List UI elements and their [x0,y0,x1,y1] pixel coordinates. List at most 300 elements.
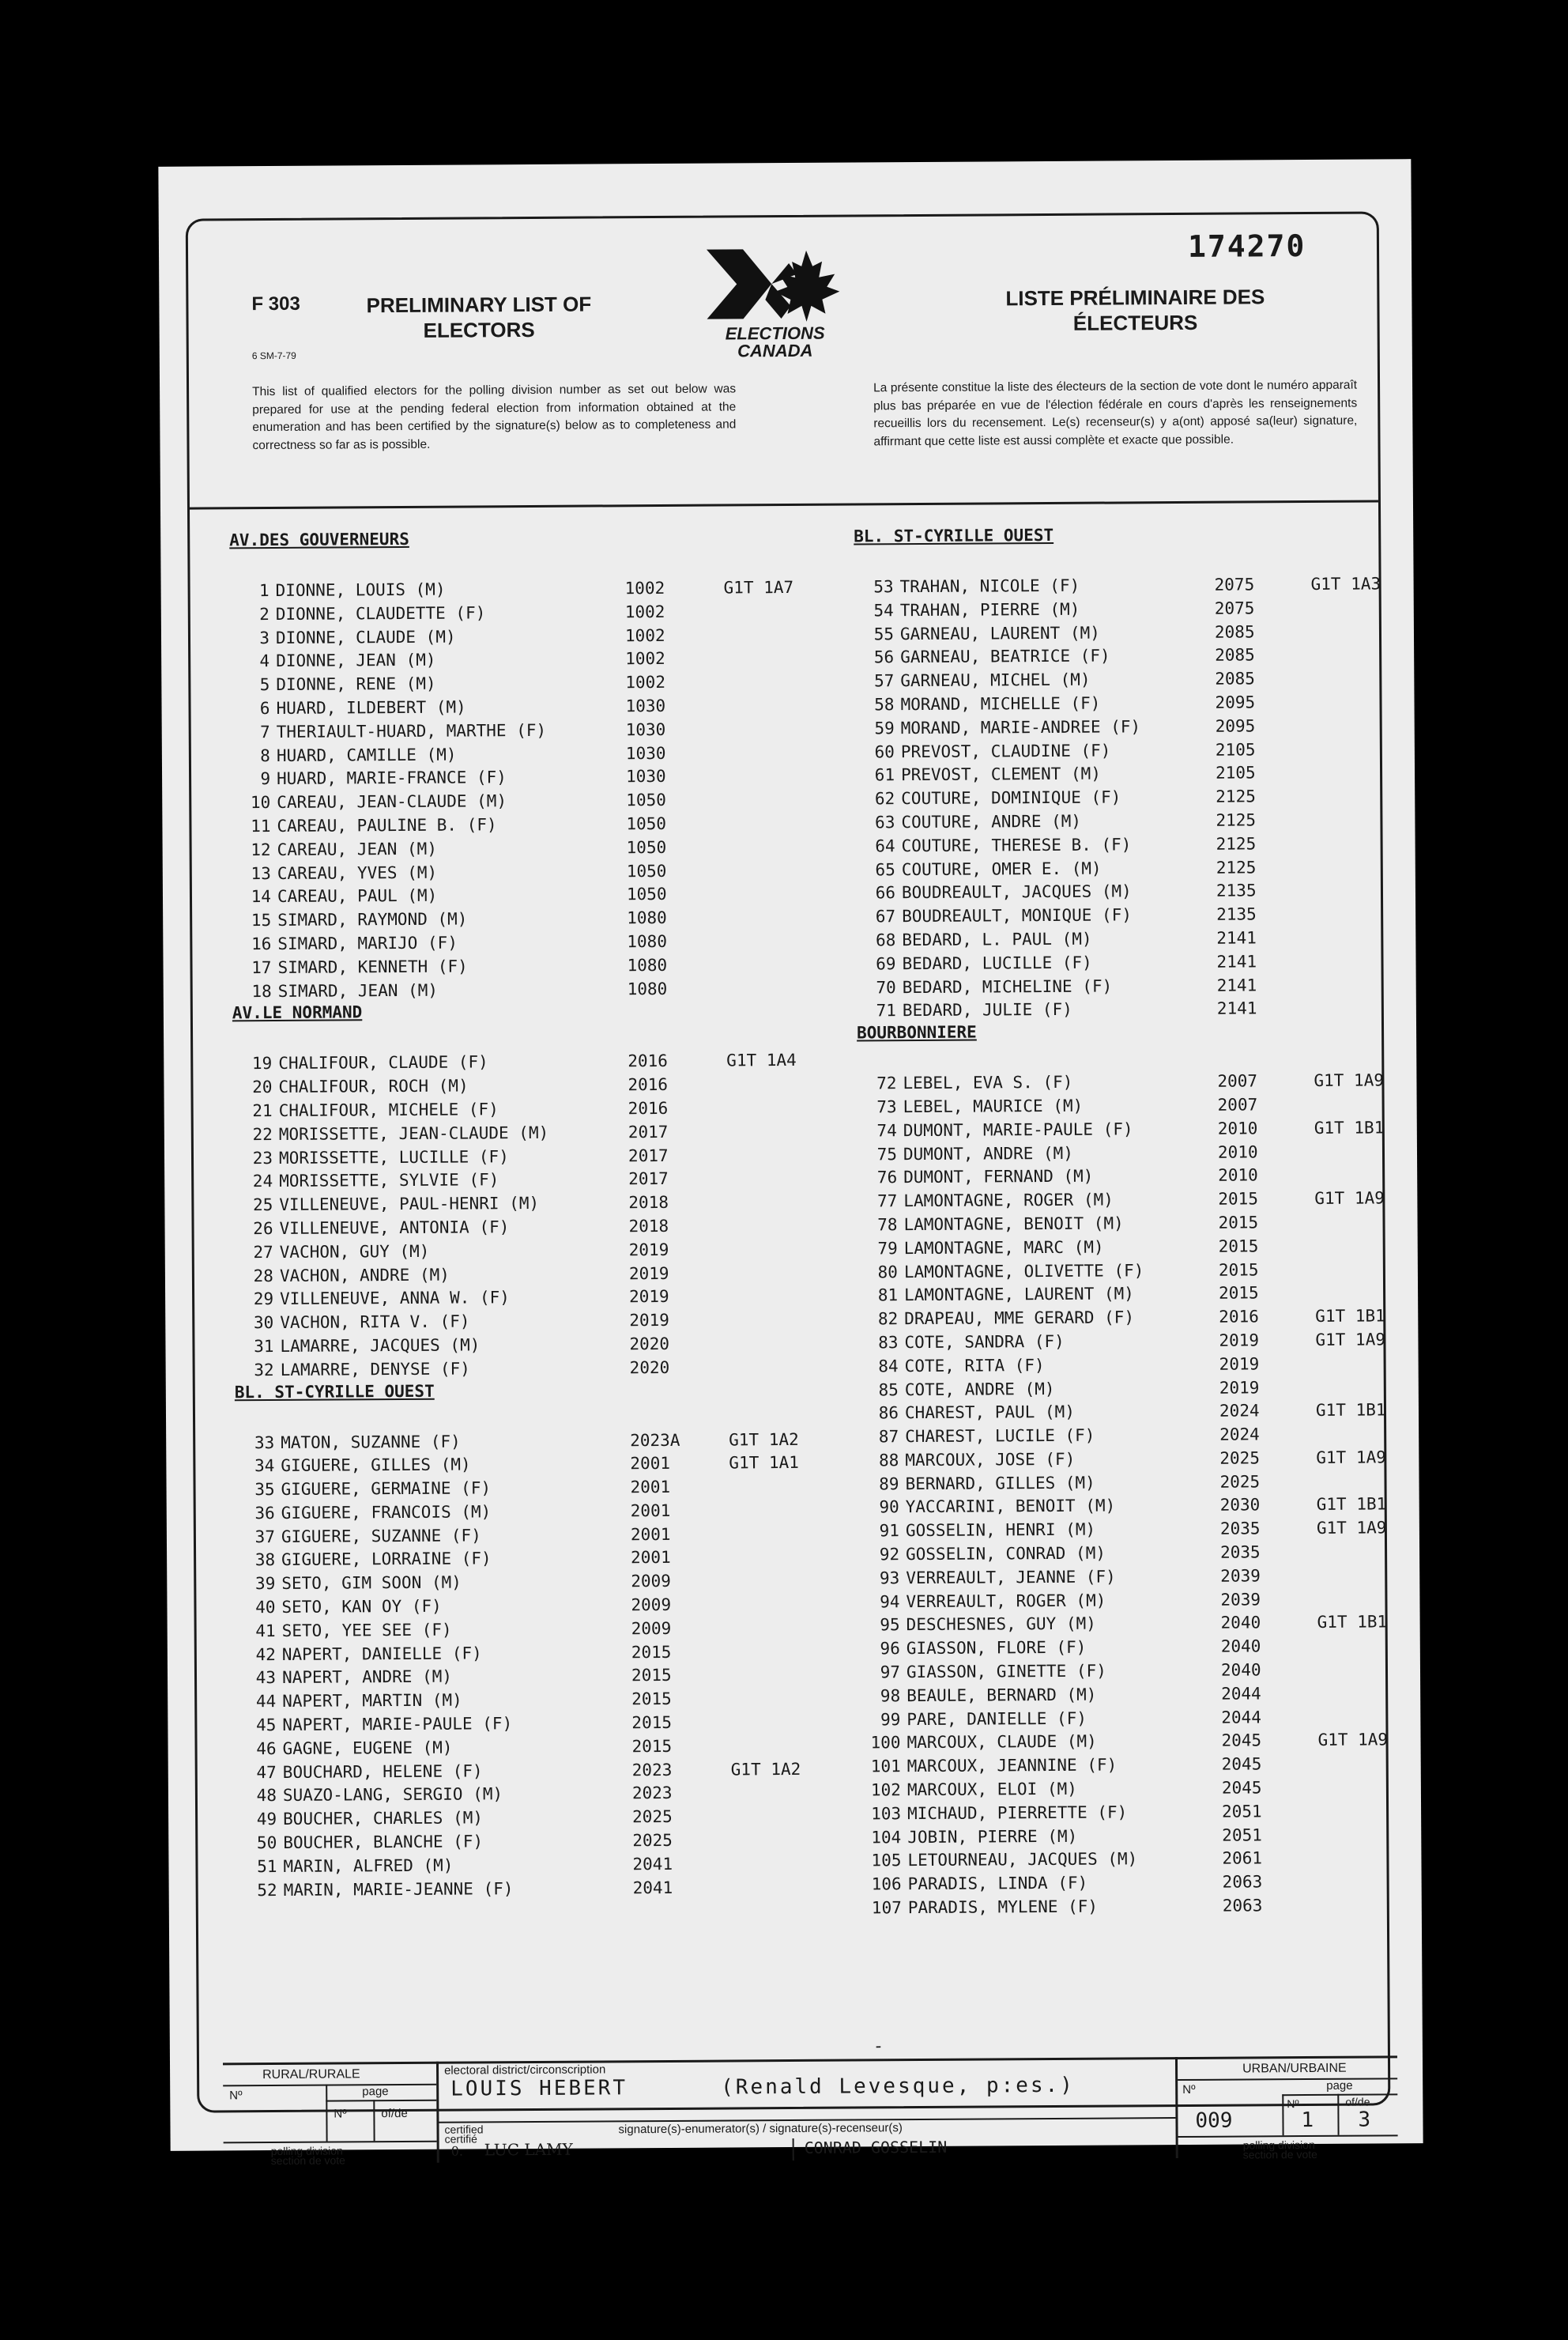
elector-name: LAMONTAGNE, OLIVETTE (F) [903,1260,1144,1281]
street-heading: AV.LE NORMAND [232,1002,363,1023]
elector-number: 38 [254,1550,276,1570]
elector-name: PARADIS, MYLENE (F) [907,1897,1099,1918]
elector-row [236,1687,805,1714]
elector-row [857,997,1410,1024]
civic-number: 2015 [631,1712,673,1733]
elector-number: 76 [876,1168,898,1187]
elector-row [855,714,1408,741]
civic-number: 2030 [1219,1495,1261,1515]
elector-number: 33 [254,1432,275,1452]
elector-number: 97 [880,1663,901,1682]
civic-number: 2040 [1220,1660,1261,1680]
elector-name: LAMONTAGNE, LAURENT (M) [904,1284,1134,1305]
elector-row [238,1876,807,1903]
civic-number: 2001 [630,1524,671,1544]
elector-number: 46 [256,1738,277,1759]
civic-number: 2020 [629,1334,670,1354]
elector-name: BOUCHER, CHARLES (M) [283,1808,484,1829]
postal-code: G1T 1A9 [1316,1447,1386,1467]
elector-name: NAPERT, MARTIN (M) [282,1690,462,1712]
elector-row [231,812,800,839]
elector-number: 19 [251,1054,273,1074]
elector-number: 39 [254,1574,276,1594]
elector-name: CHAREST, LUCILE (F) [905,1425,1095,1447]
elector-name: MARIN, ALFRED (M) [283,1855,454,1876]
civic-number: 1002 [624,602,665,622]
urban-section-de-vote-label: section de vote [1242,2147,1317,2161]
elector-row [237,1758,806,1785]
civic-number: 2045 [1221,1730,1262,1751]
elector-number: 6 [259,698,270,719]
elector-row [860,1516,1413,1543]
elector-row [231,788,800,815]
elector-name: GIGUERE, LORRAINE (F) [281,1549,492,1570]
civic-number: 2009 [631,1595,672,1615]
elector-row [858,1234,1412,1261]
elector-row [855,808,1408,835]
elector-row [860,1493,1413,1520]
elector-row [230,670,799,697]
elector-row [234,1285,803,1312]
elector-number: 25 [253,1195,273,1215]
signature-enumerator-2: CONRAD GOSSELIN [804,2137,948,2157]
logo-text-canada: CANADA [737,340,813,361]
elector-number: 49 [256,1810,277,1829]
elector-number: 17 [251,957,272,977]
elector-number: 75 [876,1144,898,1164]
elector-name: COUTURE, OMER E. (M) [901,859,1102,879]
elector-name: HUARD, CAMILLE (M) [276,745,457,765]
elector-row [854,690,1408,717]
elector-name: MATON, SUZANNE (F) [281,1432,461,1452]
elector-name: COTE, SANDRA (F) [904,1331,1065,1353]
elector-row [233,1191,802,1217]
elector-name: DUMONT, FERNAND (M) [903,1166,1094,1187]
elector-name: VILLENEUVE, ANNA W. (F) [280,1288,510,1309]
elector-number: 52 [257,1880,277,1900]
civic-number: 2015 [1218,1213,1259,1232]
elector-row [236,1617,805,1644]
elector-name: GIGUERE, FRANCOIS (M) [281,1502,492,1523]
elector-name: MICHAUD, PIERRETTE (F) [907,1802,1128,1823]
civic-number: 2016 [628,1051,668,1071]
elector-row [856,949,1409,976]
elector-row [858,1281,1412,1308]
elector-number: 4 [259,651,270,671]
civic-number: 2141 [1216,975,1257,995]
elector-row [861,1611,1414,1638]
elector-name: BERNARD, GILLES (M) [905,1473,1095,1493]
elector-name: BEAULE, BERNARD (M) [906,1685,1097,1705]
civic-number: 2001 [631,1548,671,1568]
elector-name: BEDARD, LUCILLE (F) [902,953,1092,973]
elector-number: 12 [251,840,271,859]
postal-code: G1T 1A3 [1310,574,1381,594]
civic-number: 2015 [631,1736,673,1757]
urban-label: URBAN/URBAINE [1242,2061,1347,2076]
elector-row [861,1752,1415,1779]
elector-name: MARCOUX, JEANNINE (F) [906,1755,1118,1776]
header-divider [190,500,1378,509]
elector-name: BEDARD, MICHELINE (F) [902,976,1113,997]
elector-row [235,1475,804,1502]
polling-division-number: 009 [1195,2108,1233,2133]
elector-number: 86 [878,1403,899,1423]
civic-number: 2015 [1218,1189,1259,1209]
civic-number: 2010 [1217,1119,1258,1138]
civic-number: 2051 [1222,1825,1262,1845]
elector-number: 89 [879,1474,899,1494]
civic-number: 2023 [631,1760,673,1780]
elector-name: YACCARINI, BENOIT (M) [905,1496,1116,1517]
elector-number: 59 [874,718,895,738]
elector-row [855,738,1408,764]
civic-number: 1002 [624,625,665,645]
civic-number: 2017 [628,1145,669,1165]
elector-name: COUTURE, ANDRE (M) [901,811,1082,832]
civic-number: 2017 [628,1169,669,1189]
elector-number: 9 [260,769,271,789]
elector-row [862,1870,1415,1897]
elector-name: PARE, DANIELLE (F) [906,1708,1087,1729]
elector-row [234,1261,803,1288]
postal-code: G1T 1A9 [1314,1070,1385,1091]
elector-row [859,1376,1412,1402]
elector-row [237,1829,806,1855]
elector-number: 24 [252,1172,273,1191]
form-number: F 303 [251,292,300,315]
urban-page-label: page [1326,2078,1353,2093]
civic-number: 1080 [627,908,667,928]
rural-page-no-label: Nº [334,2107,347,2121]
civic-number: 2135 [1216,881,1257,901]
elector-name: SIMARD, JEAN (M) [277,980,439,1001]
elector-number: 78 [877,1215,898,1235]
civic-number: 2141 [1216,952,1257,972]
elector-number: 21 [252,1100,273,1121]
civic-number: 2141 [1216,928,1257,948]
elector-row [859,1398,1412,1425]
elector-name: BEDARD, L. PAUL (M) [902,929,1092,950]
elector-number: 74 [876,1120,897,1141]
civic-number: 2125 [1216,834,1257,854]
civic-number: 2025 [1219,1448,1261,1468]
civic-number: 2024 [1219,1425,1260,1444]
footer-top-line [223,2055,1397,2065]
elector-number: 62 [874,789,895,809]
elector-number: 18 [251,981,272,1001]
elector-number: 99 [880,1709,901,1729]
elector-row [231,741,800,768]
elector-row [858,1210,1411,1237]
elector-number: 106 [871,1874,902,1894]
elector-name: MARCOUX, ELOI (M) [906,1779,1077,1800]
signatures-label: signature(s)-enumerator(s) / signature(s)-recenseur(s) [618,2121,903,2137]
logo-text-elections: ELECTIONS [725,323,825,344]
elector-row [230,576,799,603]
elector-name: GIASSON, FLORE (F) [906,1637,1087,1659]
elector-number: 102 [870,1780,901,1800]
elector-row [236,1640,805,1667]
civic-number: 2001 [630,1500,671,1521]
elector-number: 93 [879,1568,900,1588]
elector-list [857,1069,1415,1920]
elector-name: BOUCHER, BLANCHE (F) [283,1832,484,1852]
elector-name: MORISSETTE, JEAN-CLAUDE (M) [278,1123,549,1144]
elector-row [854,666,1408,693]
rural-label: RURAL/RURALE [262,2067,360,2082]
civic-number: 2041 [632,1854,673,1874]
elector-number: 88 [878,1451,899,1470]
elector-row [233,1214,802,1241]
civic-number: 2041 [632,1878,673,1897]
district-label: electoral district/circonscription [444,2063,606,2078]
elector-row [231,764,800,791]
elector-row [856,902,1409,929]
title-french: LISTE PRÉLIMINAIRE DES ÉLECTEURS [1005,285,1265,335]
civic-number: 2007 [1217,1071,1258,1091]
elector-name: GOSSELIN, CONRAD (M) [906,1543,1106,1564]
civic-number: 2125 [1216,787,1256,806]
elector-name: SETO, GIM SOON (M) [281,1572,462,1594]
elector-row [230,647,799,674]
elector-name: LAMARRE, JACQUES (M) [280,1335,481,1356]
elector-row [860,1587,1413,1614]
serial-number: 174270 [1187,228,1306,264]
elector-number: 60 [874,742,895,761]
civic-number: 2009 [631,1618,672,1639]
postal-code: G1T 1B1 [1314,1118,1385,1138]
certifie-label: certifié [444,2132,477,2146]
elector-name: COUTURE, DOMINIQUE (F) [901,787,1121,809]
elector-number: 53 [873,577,894,597]
postal-code: G1T 1A9 [1315,1330,1386,1349]
elector-number: 85 [878,1379,899,1399]
street-heading: BOURBONNIERE [856,1022,977,1043]
district-note: (Renald Levesque, p:es.) [721,2073,1075,2100]
elector-row [861,1681,1414,1708]
right-column [854,523,1415,1920]
elector-name: MORAND, MICHELLE (F) [900,693,1101,715]
elector-row [859,1446,1412,1473]
elector-row [233,1120,802,1147]
civic-number: 2025 [632,1830,673,1851]
elector-row [234,1332,803,1359]
elector-number: 92 [879,1545,900,1564]
elector-list [854,572,1410,1023]
elector-name: VILLENEUVE, ANTONIA (F) [279,1217,510,1238]
civic-number: 2040 [1220,1636,1261,1656]
elector-name: NAPERT, ANDRE (M) [281,1667,453,1688]
intro-text-english: This list of qualified electors for the polling division number as set out below was prepared for use at the pending federal election from information obtained at the enumeration and has been certified by the signature(s) below as to completeness and correctness so far as is possible. [252,382,737,452]
elector-list [232,1049,804,1383]
civic-number: 2015 [631,1689,672,1709]
elector-number: 66 [875,883,896,903]
civic-number: 2017 [628,1122,669,1142]
elector-row [857,1069,1410,1096]
elector-number: 79 [877,1238,898,1259]
civic-number: 1002 [624,578,665,598]
elector-name: CAREAU, YVES (M) [277,862,438,883]
elector-row [232,930,801,957]
postal-code: G1T 1B1 [1316,1494,1387,1515]
civic-number: 2105 [1215,739,1256,760]
elector-row [859,1422,1412,1449]
civic-number: 2063 [1222,1896,1263,1915]
elector-row [236,1711,805,1738]
elector-name: NAPERT, DANIELLE (F) [281,1644,482,1664]
elector-name: COTE, ANDRE (M) [904,1379,1055,1399]
elector-number: 45 [256,1715,277,1735]
elector-name: CAREAU, PAULINE B. (F) [277,815,497,836]
elector-name: GOSSELIN, HENRI (M) [905,1519,1096,1541]
civic-number: 2018 [628,1216,669,1236]
civic-number: 1050 [626,791,666,810]
elector-row [236,1663,805,1690]
elector-number: 34 [254,1456,275,1476]
footer-block [223,2055,1417,2168]
elector-name: LAMONTAGNE, MARC (M) [903,1237,1104,1258]
elector-name: DIONNE, CLAUDETTE (F) [275,603,486,624]
rural-section-de-vote-label: section de vote [270,2153,345,2168]
elector-row [859,1470,1412,1496]
elector-number: 20 [252,1078,273,1097]
elector-name: THERIAULT-HUARD, MARTHE (F) [276,720,547,742]
elector-name: LAMONTAGNE, BENOIT (M) [903,1213,1124,1235]
elector-row [860,1564,1413,1591]
elector-number: 7 [259,722,270,742]
postal-code: G1T 1A2 [730,1759,801,1780]
elector-number: 71 [876,1001,896,1021]
elector-row [232,836,801,862]
civic-number: 2044 [1221,1684,1261,1704]
elector-number: 35 [254,1480,275,1500]
elector-row [855,761,1408,788]
elector-number: 63 [875,813,895,832]
civic-number: 2035 [1220,1542,1261,1562]
form-frame [186,211,1391,2168]
elector-row [861,1823,1415,1850]
civic-number: 2016 [628,1075,669,1095]
elector-number: 104 [871,1827,902,1847]
civic-number: 2095 [1215,716,1256,736]
elector-number: 28 [253,1266,273,1285]
postal-code: G1T 1A1 [729,1453,799,1473]
civic-number: 1080 [627,955,668,976]
rural-polling-division-label: polling division [270,2144,343,2158]
urban-no-label: Nº [1182,2082,1196,2097]
elector-name: VACHON, GUY (M) [279,1241,430,1262]
logo-x-maple-leaf-icon [695,242,854,325]
elector-row [230,624,799,651]
elector-number: 95 [880,1615,900,1635]
elector-number: 44 [255,1692,277,1712]
elector-row [862,1893,1415,1920]
elector-name: MARIN, MARIE-JEANNE (F) [283,1878,514,1900]
civic-number: 2095 [1215,693,1256,712]
elector-number: 41 [255,1621,276,1641]
civic-number: 1050 [626,861,667,881]
civic-number: 2020 [629,1357,670,1377]
elector-number: 10 [250,793,271,813]
elector-number: 29 [253,1289,274,1309]
elector-number: 80 [877,1262,898,1281]
elector-number: 70 [876,977,896,997]
elector-name: PREVOST, CLAUDINE (F) [900,741,1111,761]
civic-number: 2045 [1221,1754,1262,1774]
elector-name: TRAHAN, PIERRE (M) [899,599,1080,620]
elector-name: MORISSETTE, LUCILLE (F) [278,1146,509,1168]
certified-label: certified [444,2123,484,2136]
civic-number: 2015 [1218,1236,1259,1256]
elector-name: DESCHESNES, GUY (M) [906,1614,1096,1635]
street-heading: AV.DES GOUVERNEURS [229,529,409,550]
elector-row [858,1328,1412,1355]
elector-row [858,1304,1412,1331]
elector-number: 40 [255,1598,276,1617]
elector-name: GIGUERE, GERMAINE (F) [281,1478,492,1500]
elector-number: 1 [258,581,270,601]
title-english: PRELIMINARY LIST OF ELECTORS [366,292,592,342]
elector-name: LAMONTAGNE, ROGER (M) [903,1190,1114,1211]
elector-number: 84 [878,1356,899,1376]
elector-row [861,1634,1414,1661]
elector-name: PARADIS, LINDA (F) [907,1873,1088,1894]
elector-name: CHALIFOUR, MICHELE (F) [278,1100,499,1120]
elector-row [861,1705,1414,1732]
street-heading: BL. ST-CYRILLE OUEST [234,1381,435,1402]
list-end-mark: - [873,2036,884,2057]
elector-name: VILLENEUVE, PAUL-HENRI (M) [279,1194,540,1215]
elector-name: BEDARD, JULIE (F) [902,1000,1072,1021]
elector-row [856,926,1409,953]
civic-number: 2075 [1214,575,1255,594]
civic-number: 2015 [631,1642,672,1662]
elector-name: CAREAU, PAUL (M) [277,886,438,907]
elector-name: CHALIFOUR, ROCH (M) [278,1076,469,1097]
elector-name: DUMONT, MARIE-PAULE (F) [903,1119,1133,1140]
civic-number: 2039 [1220,1566,1261,1586]
elector-row [232,976,801,1003]
elector-row [858,1164,1411,1191]
civic-number: 2015 [1218,1259,1259,1280]
elector-row [236,1569,805,1596]
elector-row [858,1258,1412,1285]
elector-number: 16 [251,934,272,954]
elector-name: LAMARRE, DENYSE (F) [280,1359,470,1379]
postal-code: G1T 1B1 [1317,1612,1388,1632]
elector-row [235,1428,804,1455]
civic-number: 2039 [1220,1590,1261,1610]
elector-row [236,1546,805,1572]
elector-name: GIASSON, GINETTE (F) [906,1661,1106,1682]
civic-number: 2135 [1216,904,1257,924]
elector-name: HUARD, ILDEBERT (M) [276,697,466,718]
civic-number: 2025 [632,1807,673,1827]
elector-name: MARCOUX, CLAUDE (M) [906,1732,1097,1753]
elector-name: CHALIFOUR, CLAUDE (F) [278,1052,488,1074]
civic-number: 1050 [626,885,667,904]
elector-name: SETO, KAN OY (F) [281,1596,442,1617]
elector-number: 26 [253,1218,273,1239]
elector-number: 32 [254,1360,274,1379]
postal-code: G1T 1A9 [1317,1730,1389,1750]
elector-row [858,1093,1411,1119]
elector-number: 61 [874,765,895,785]
elector-row [232,953,801,980]
elector-number: 48 [256,1786,277,1806]
elector-row [232,906,801,933]
